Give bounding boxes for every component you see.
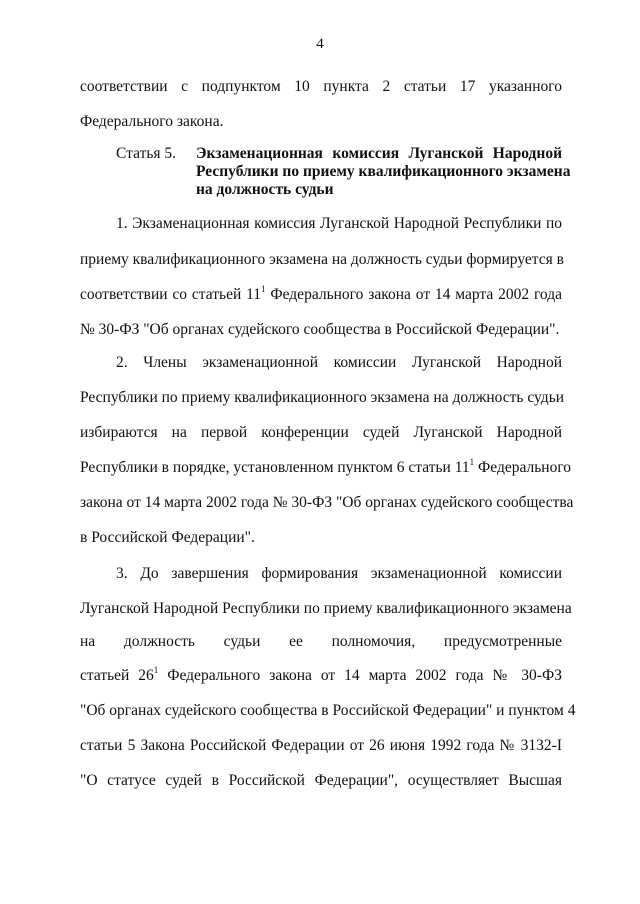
text-line: 1. Экзаменационная комиссия Луганской Народной Республики по <box>116 215 562 232</box>
article-heading-label: Статья 5. <box>116 145 177 162</box>
text-line <box>80 457 572 477</box>
article-heading-title <box>196 145 571 199</box>
text-line: "О статусе судей в Российской Федерации", осуществляет Высшая <box>80 772 562 789</box>
text-line <box>80 286 562 304</box>
text-fragment: Федерального <box>474 459 572 476</box>
text-fragment: Федерального закона от 14 марта 2002 года <box>265 286 562 303</box>
text-line: на должность судьи ее полномочия, предусмотренные <box>80 633 562 650</box>
text-line <box>80 667 562 685</box>
superscript: 1 <box>261 284 266 294</box>
text-fragment: Федерального закона от 14 марта 2002 года № 30-ФЗ <box>158 667 562 684</box>
text-line: соответствии с подпунктом 10 пункта 2 статьи 17 указанного <box>80 78 562 95</box>
text-line: закона от 14 марта 2002 года № 30-ФЗ "Об органах судейского сообщества <box>80 494 574 511</box>
heading-line: Экзаменационная комиссия Луганской Народной <box>196 145 562 162</box>
text-line: 2. Члены экзаменационной комиссии Луганской Народной <box>116 354 562 371</box>
text-fragment: Республики в порядке, установленном пунктом 6 статьи 11 <box>80 459 470 476</box>
heading-line: Республики по приему квалификационного экзамена <box>196 163 571 180</box>
text-line: Луганской Народной Республики по приему квалификационного экзамена <box>80 600 572 617</box>
text-line: "Об органах судейского сообщества в Российской Федерации" и пунктом 4 <box>80 702 576 719</box>
text-line: 3. До завершения формирования экзаменационной комиссии <box>116 565 562 582</box>
text-line: Республики по приему квалификационного экзамена на должность судьи <box>80 389 565 406</box>
heading-line: на должность судьи <box>196 181 334 198</box>
text-line: № 30-ФЗ "Об органах судейского сообщества в Российской Федерации". <box>80 321 560 338</box>
text-line: Федерального закона. <box>80 113 224 130</box>
superscript: 1 <box>153 665 159 675</box>
text-fragment: соответствии со статьей 11 <box>80 286 262 303</box>
text-line: приему квалификационного экзамена на должность судьи формируется в <box>80 251 564 268</box>
superscript: 1 <box>469 457 475 467</box>
text-fragment: статьей 26 <box>80 667 154 684</box>
page-number: 4 <box>316 36 324 52</box>
text-line: в Российской Федерации". <box>80 529 255 546</box>
text-line: статьи 5 Закона Российской Федерации от 26 июня 1992 года № 3132-I <box>80 737 562 754</box>
text-line: избираются на первой конференции судей Луганской Народной <box>80 424 562 441</box>
